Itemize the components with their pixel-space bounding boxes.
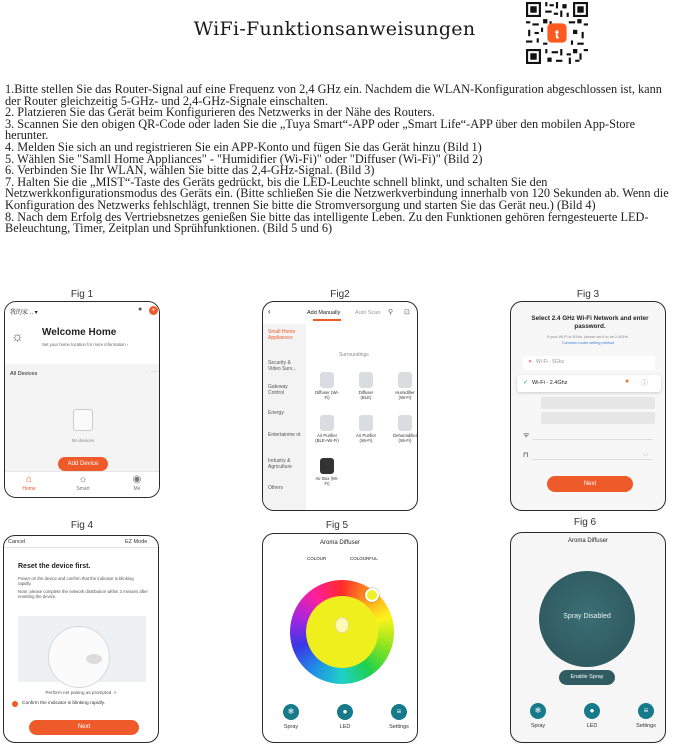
back-icon[interactable]: ‹ [268, 307, 271, 316]
tab-bar [5, 471, 159, 497]
no-devices-text: No devices [71, 438, 95, 443]
category-small-home[interactable]: Small Home Appliances [268, 329, 296, 341]
device-diffuser-wifi[interactable]: Diffuser (Wi-Fi) [315, 372, 339, 400]
settings-label: Settings [389, 724, 409, 730]
welcome-heading: Welcome Home [42, 327, 117, 338]
device-air-purifier-ble[interactable]: Air Purifier (BLE+Wi-Fi) [315, 415, 339, 443]
spray-status-text: Spray Disabled [563, 613, 611, 620]
fig5-label: Fig 5 [325, 520, 349, 531]
next-button[interactable]: Next [547, 476, 633, 492]
check-icon: ✓ [523, 380, 529, 386]
led-icon: ● [589, 706, 595, 715]
spray-icon: ❄ [287, 707, 295, 716]
led-button[interactable] [337, 704, 353, 720]
settings-icon: ≡ [396, 707, 402, 716]
fig2-screenshot [262, 301, 418, 511]
more-icon[interactable]: ··· [151, 369, 157, 375]
led-icon: ● [342, 707, 348, 716]
empty-devices-icon [73, 409, 93, 431]
tab-smart[interactable]: ☼ Smart [63, 474, 103, 492]
fig3-label: Fig 3 [576, 289, 600, 300]
tab-colour[interactable]: COLOUR [307, 556, 327, 561]
spray-icon: ❄ [534, 706, 542, 715]
fig4-screenshot [3, 535, 159, 743]
add-icon[interactable]: + [149, 306, 158, 315]
category-sidebar [263, 324, 306, 510]
toggle-visibility-icon[interactable]: ◡ [643, 451, 649, 457]
device-humidifier-wifi[interactable]: Humidifier (Wi-Fi) [393, 372, 417, 400]
device-dehumidifier[interactable]: Dehumidifier (Wi-Fi) [393, 415, 417, 443]
instruction-4: 4. Melden Sie sich an und registrieren Sie ein APP-Konto und fügen Sie das Gerät hinzu (Bild 1) [5, 139, 482, 154]
instruction-5: 5. Wählen Sie "Samll Home Appliances" - "Humidifier (Wi-Fi)" oder "Diffuser (Wi-Fi)" (Bild 2) [5, 151, 483, 166]
fig2-label: Fig2 [330, 289, 350, 300]
confirm-checkbox[interactable] [12, 701, 18, 707]
fig6-spray-button[interactable] [530, 703, 546, 719]
instructions [5, 84, 673, 235]
fig6-led-button[interactable] [584, 703, 600, 719]
instruction-2: 2. Platzieren Sie das Gerät beim Konfigurieren des Netzwerks in der Nähe des Routers. [5, 105, 435, 120]
fig1-screenshot [4, 301, 160, 498]
network-5g-name: Wi-Fi - 5Ghz [536, 359, 565, 365]
reset-note: Note: please complete the network distribution within 3 minutes after resetting the device. [18, 589, 148, 600]
wifi-icon: ᯤ [523, 432, 530, 439]
tab-add-manually[interactable]: Add Manually [307, 310, 341, 316]
enable-spray-button[interactable]: Enable Spray [559, 670, 615, 685]
settings-icon: ≡ [643, 706, 649, 715]
fig4-label: Fig 4 [70, 520, 94, 531]
add-device-button[interactable]: Add Device [58, 457, 108, 471]
category-energy[interactable]: Energy [268, 410, 284, 416]
spray-label: Spray [283, 724, 299, 730]
spray-button[interactable] [283, 704, 299, 720]
bulb-icon [335, 617, 349, 633]
device-illustration [18, 616, 146, 682]
qr-code [526, 2, 588, 64]
reset-instructions: Power on the device and confirm that the indicator is blinking rapidly. [18, 576, 134, 587]
tab-auto-scan[interactable]: Auto Scan [355, 310, 381, 316]
microphone-icon[interactable]: ● [138, 306, 143, 313]
fig6-screenshot [510, 532, 666, 743]
led-label: LED [339, 724, 351, 730]
profile-icon: ◉ [132, 474, 142, 485]
network-24g-name: Wi-Fi - 2.4Ghz [532, 380, 568, 386]
instruction-3: 3. Scannen Sie den obigen QR-Code oder laden Sie die „Tuya Smart“-APP oder „Smart Life“-APP über den mobilen App-Store herunter. [5, 116, 636, 143]
instruction-1: 1.Bitte stellen Sie das Router-Signal auf eine Frequenz von 2,4 GHz ein. Nachdem die WLAN-Konfiguration abgeschlossen ist, kann der Router gleichzeitig 5-GHz- und 2,4-GHz-Signale einschalten. [5, 82, 662, 108]
category-gateway[interactable]: Gateway Control [268, 384, 288, 396]
category-industry[interactable]: Industry & Agriculture [268, 458, 292, 470]
category-others[interactable]: Others [268, 485, 284, 491]
all-devices-label: All Devices [10, 371, 38, 377]
fig5-title: Aroma Diffuser [320, 540, 360, 546]
sun-icon: ☼ [11, 328, 24, 344]
tab-home[interactable]: ⌂ Home [9, 474, 49, 492]
cancel-button[interactable]: Cancel [8, 539, 26, 545]
wifi-hint: If your Wi-Fi is 5GHz, please set it to be 2.4GHz. [547, 335, 629, 339]
instruction-6: 6. Verbinden Sie Ihr WLAN, wählen Sie bitte das 2,4-GHz-Signal. (Bild 3) [5, 163, 375, 178]
password-lock-icon: ⊓ [523, 452, 529, 459]
wifi-heading: Select 2.4 GHz Wi-Fi Network and enter password. [531, 315, 649, 330]
lock-icon: ● [625, 378, 630, 385]
fig6-settings-label: Settings [636, 723, 656, 729]
svg-text:t: t [554, 26, 560, 42]
fig6-settings-button[interactable] [638, 703, 654, 719]
home-icon: ⌂ [25, 474, 33, 485]
tab-me[interactable]: ◉ Me [117, 474, 157, 492]
settings-button[interactable] [391, 704, 407, 720]
fig3-screenshot [510, 301, 666, 511]
smart-icon: ☼ [78, 474, 88, 485]
search-icon[interactable]: ⚲ [388, 309, 394, 316]
fig6-label: Fig 6 [573, 517, 597, 528]
device-air-box[interactable]: Air Box (Wi-Fi) [315, 458, 339, 486]
category-entertainment[interactable]: Entertainme nt [268, 432, 301, 438]
instruction-8: 8. Nach dem Erfolg des Vertriebsnetzes genießen Sie bitte das intelligente Leben. Zu den Funktionen gehören ferngesteuerte LED-Beleuchtung, Timer, Zeitplan und Sprühfunktionen. (Bild 5 und 6) [5, 209, 649, 236]
reset-heading: Reset the device first. [18, 563, 91, 570]
tab-colourful[interactable]: COLOURFUL [350, 556, 378, 561]
home-selector[interactable]: 我的家 .. ▾ [10, 310, 38, 316]
info-icon[interactable]: ⓘ [641, 380, 648, 387]
router-setting-link[interactable]: Common router setting method [561, 341, 615, 345]
device-air-purifier-wifi[interactable]: Air Purifier (Wi-Fi) [354, 415, 378, 443]
confirm-label: Confirm the indicator is blinking rapidly. [22, 701, 106, 706]
active-tab-indicator [313, 319, 341, 321]
color-picker-handle[interactable] [365, 588, 379, 602]
fig5-screenshot [262, 533, 418, 743]
section-surroundings: Surroundings [339, 352, 369, 358]
ez-mode-selector[interactable]: EZ Mode [125, 539, 148, 545]
unavailable-icon: ✕ [528, 359, 533, 365]
instruction-7: 7. Halten Sie die „MIST“-Taste des Geräts gedrückt, bis die LED-Leuchte schnell blinkt, und schalten Sie den Netzwerkkonfigurationsmodus des Geräts ein. (Bitte schließen Sie die Netzwerkverbindung innerhalb von 120 Sekunden ab. Wenn die Konfiguration des Netzwerks fehlschlägt, trennen Sie bitte die Stromversorgung und starten Sie das Gerät neu.) (Bild 4) [5, 174, 669, 212]
fig6-led-label: LED [586, 723, 598, 729]
fig6-title: Aroma Diffuser [568, 538, 608, 544]
device-diffuser-ble[interactable]: Diffuser (BLE) [354, 372, 378, 400]
category-security[interactable]: Security & Video Surv... [268, 360, 297, 372]
fig4-next-button[interactable]: Next [29, 720, 139, 735]
pairing-prompt-link[interactable]: Perform net pairing as prompted. > [45, 690, 117, 695]
fig1-label: Fig 1 [70, 289, 94, 300]
fig6-spray-label: Spray [530, 723, 546, 729]
location-link[interactable]: Set your home location for more information › [42, 342, 129, 347]
scan-icon[interactable]: ⊡ [404, 309, 410, 316]
page-title: WiFi-Funktionsanweisungen [193, 18, 476, 40]
